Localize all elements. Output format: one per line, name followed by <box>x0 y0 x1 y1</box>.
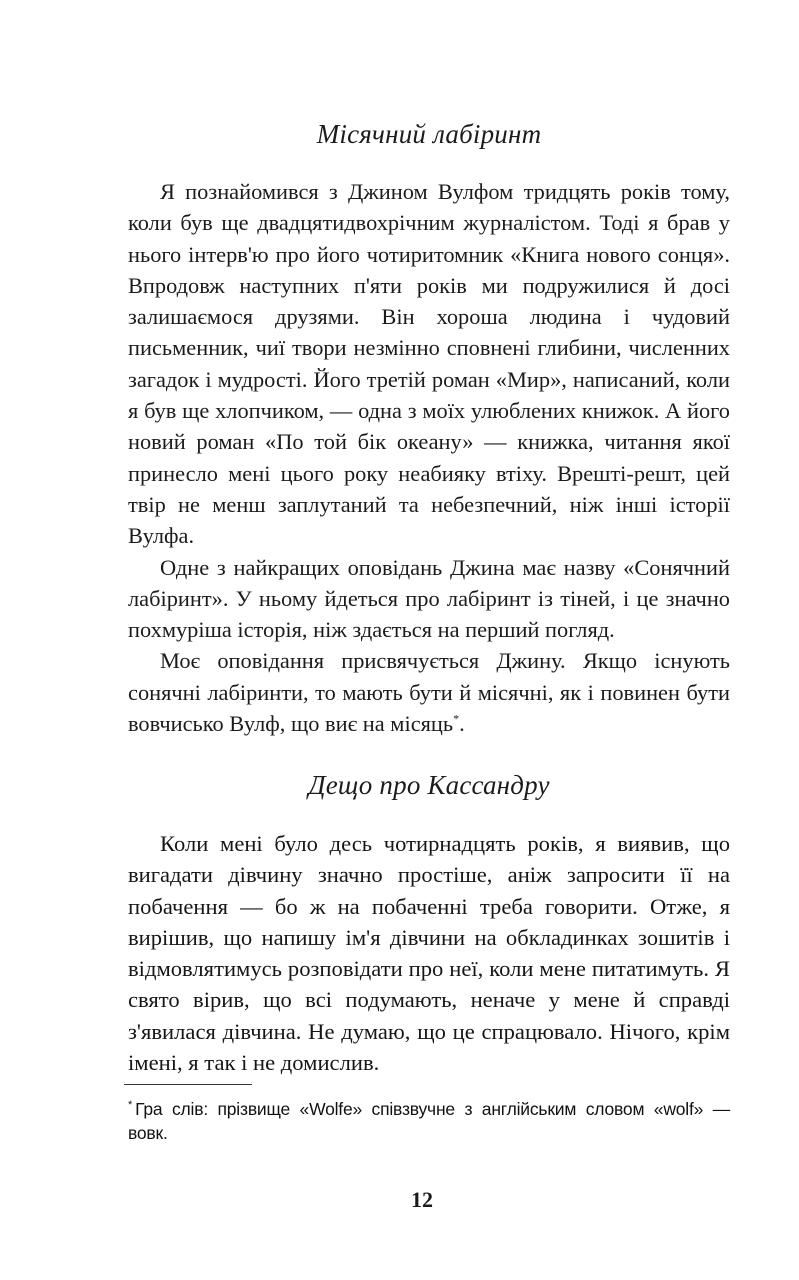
story-title-cassandra: Дещо про Кассандру <box>308 770 550 800</box>
footnote-marker: * <box>128 1099 133 1112</box>
paragraph: Коли мені було десь чотирнадцять років, я виявив, що вигадати дівчину значно простіше, аніж запросити її на побачення — бо ж на побаченні треба говорити. Отже, я вирішив, що напишу ім'я дівчини на обкладинках зошитів і відмовлятимусь розповідати про неї, коли мене питатимуть. Я свято вірив, що всі подумають, неначе у мене й справді з'явилася дівчина. Не думаю, що це спрацювало. Нічого, крім імені, я так і не домислив. <box>128 831 730 1076</box>
page-number: 12 <box>411 1187 433 1212</box>
story-body-cassandra <box>128 828 730 1078</box>
book-page <box>128 0 730 1280</box>
paragraph <box>128 645 730 739</box>
paragraph: Одне з найкращих оповідань Джина має назву «Сонячний лабіринт». У ньому йдеться про лабіринт із тіней, і це значно похмуріша історія, ніж здається на перший погляд. <box>128 554 730 643</box>
footnote-text: Гра слів: прізвище «Wolfe» співзвучне з англійським словом «wolf» — вовк. <box>128 1099 730 1143</box>
story-body-moon-labyrinth <box>128 176 730 739</box>
footnote <box>128 1097 730 1145</box>
story-title-moon-labyrinth: Місячний лабіринт <box>316 119 542 149</box>
paragraph: Я познайомився з Джином Вулфом тридцять років тому, коли був ще двадцятидвохрічним журналістом. Тоді я брав у нього інтерв'ю про його чотиритомник «Книга нового сонця». Впродовж наступних п'яти років ми подружилися й досі залишаємося друзями. Він хороша людина і чудовий письменник, чиї твори незмінно сповнені глибини, численних загадок і мудрості. Його третій роман «Мир», написаний, коли я був ще хлопчиком, — одна з моїх улюблених книжок. А його новий роман «По той бік океану» — книжка, читання якої принесло мені цього року неабияку втіху. Врешті-решт, цей твір не менш заплутаний та небезпечний, ніж інші історії Вулфа. <box>128 179 730 549</box>
footnote-divider <box>124 1084 252 1085</box>
footnote-reference: * <box>453 711 460 726</box>
paragraph-text: Моє оповідання присвячується Джину. Якщо існують сонячні лабіринти, то мають бути й місячні, як і повинен бути вовчисько Вулф, що виє на місяць <box>128 648 730 737</box>
paragraph-end: . <box>459 711 465 737</box>
